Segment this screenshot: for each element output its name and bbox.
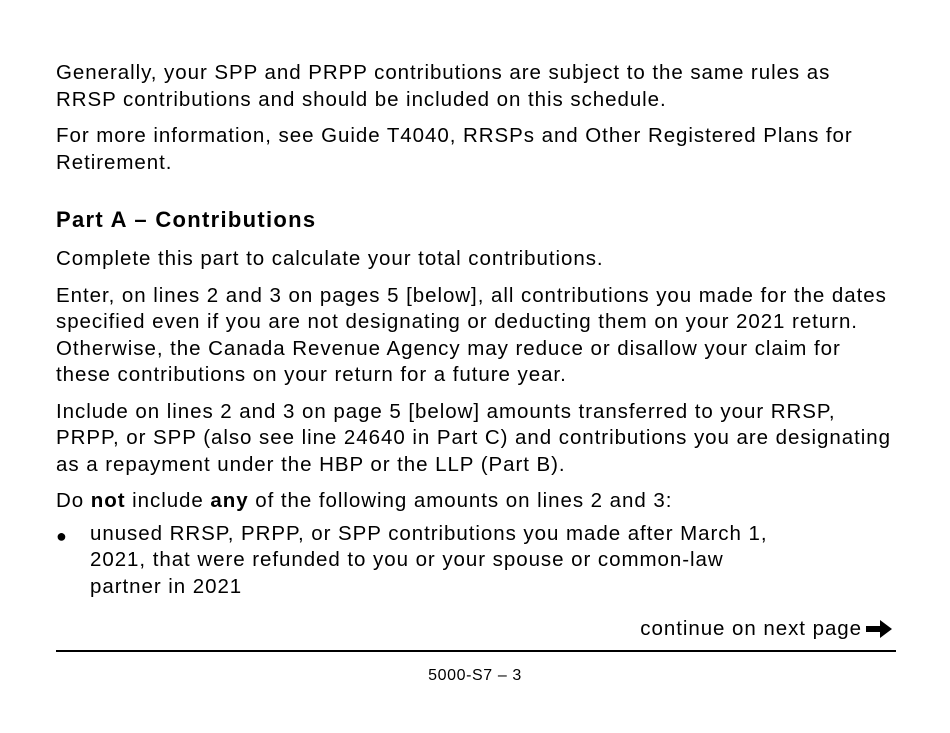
do-not-middle: include (125, 489, 211, 512)
intro-paragraph-1: Generally, your SPP and PRPP contributions are subject to the same rules as RRSP contributions and should be included on this schedule. (56, 61, 831, 111)
do-not-emphasis-not: not (90, 489, 126, 512)
arrow-right-icon (864, 618, 894, 640)
continue-on-next-page-link[interactable] (640, 616, 894, 642)
list-item-text: unused RRSP, PRPP, or SPP contributions you made after March 1, 2021, that were refunded to you or your spouse or common-law partner in 2021 (90, 521, 768, 598)
intro-paragraph-2: For more information, see Guide T4040, RRSPs and Other Registered Plans for Retirement. (56, 124, 853, 174)
include-instruction: Include on lines 2 and 3 on page 5 [below] amounts transferred to your RRSP, PRPP, or SPP (also see line 24640 in Part C) and contributions you are designating as a repayment under the HBP or the LLP (Part B). (56, 399, 891, 476)
do-not-prefix: Do (56, 489, 91, 512)
complete-instruction: Complete this part to calculate your total contributions. (56, 247, 604, 270)
bullet-icon: ● (56, 525, 67, 546)
footer-divider (56, 650, 896, 652)
continue-label: continue on next page (640, 617, 862, 640)
list-item (56, 521, 896, 601)
part-a-heading: Part A – Contributions (56, 207, 317, 232)
do-not-suffix: of the following amounts on lines 2 and 3: (248, 489, 673, 512)
do-not-emphasis-any: any (210, 489, 249, 512)
page-footer (0, 667, 950, 685)
enter-instruction: Enter, on lines 2 and 3 on pages 5 [below], all contributions you made for the dates specified even if you are not designating or deducting them on your 2021 return. Otherwise, the Canada Revenue Agency may reduce or disallow your claim for these contributions on your return for a future year. (56, 283, 887, 386)
document-body (56, 60, 896, 600)
page-number: 5000-S7 – 3 (428, 667, 522, 684)
do-not-include-instruction (56, 488, 896, 515)
